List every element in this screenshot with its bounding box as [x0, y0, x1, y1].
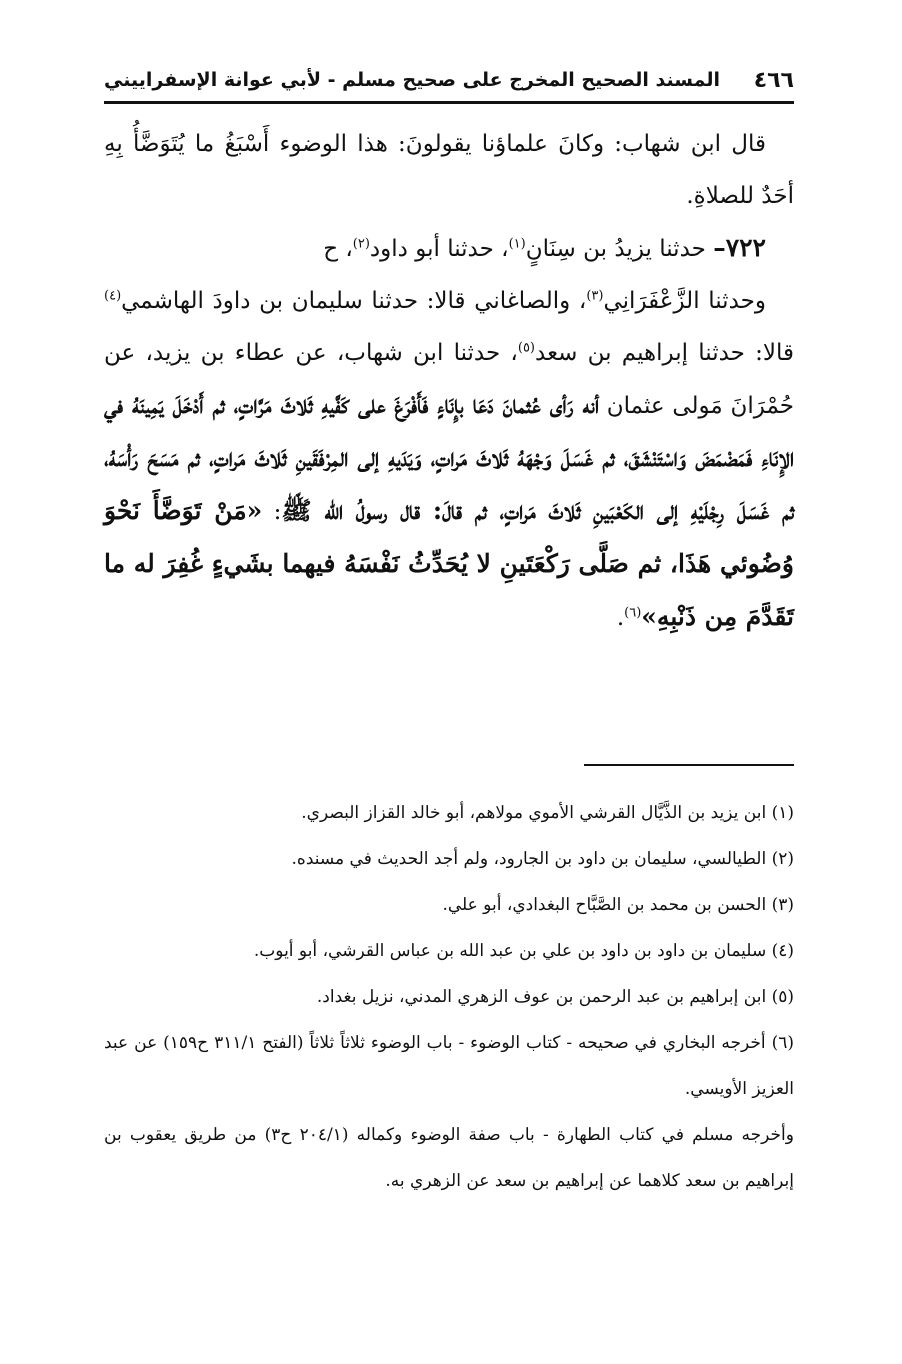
footnote-ref: (٥) [517, 340, 535, 356]
isnad-text: وحدثنا الزَّعْفَرَانِي [603, 288, 766, 314]
punctuation: . [616, 605, 625, 631]
header-rule [104, 101, 794, 104]
paragraph-hadith-isnad [104, 222, 794, 275]
isnad-text: ، حدثنا ابن شهاب، عن عطاء بن يزيد، عن حُمْرَانَ مَولى عثمان [104, 340, 794, 419]
isnad-text: ، ح [323, 236, 353, 262]
footnote-item: (٤) سليمان بن داود بن داود بن علي بن عبد الله بن عباس القرشي، أبو أيوب. [253, 941, 794, 961]
hadith-number: ٧٢٢– [713, 233, 766, 262]
footnote-item: (٢) الطيالسي، سليمان بن داود بن الجارود، ولم أجد الحديث في مسنده. [291, 849, 794, 869]
main-text [104, 118, 794, 644]
footnotes [104, 790, 794, 1204]
footnote-ref: (٣) [586, 288, 604, 304]
paragraph-hadith-text [104, 275, 794, 644]
footnote-item: (٣) الحسن بن محمد بن الصَّبَّاح البغدادي، أبو علي. [442, 895, 794, 915]
footnote-ref: (٢) [352, 236, 370, 252]
footnote-item: (٦) أخرجه البخاري في صحيحه - كتاب الوضوء - باب الوضوء ثلاثاً ثلاثاً (الفتح ٣١١/١ ح١٥٩) عن عبد العزيز الأويسي. [104, 1033, 794, 1099]
isnad-text: حدثنا يزيدُ بن سِنَانٍ [525, 236, 714, 262]
isnad-text: ، والصاغاني قالا: حدثنا سليمان بن داودَ الهاشمي [121, 288, 587, 314]
footnote-separator [584, 764, 794, 766]
footnote-item: (٥) ابن إبراهيم بن عبد الرحمن بن عوف الزهري المدني، نزيل بغداد. [316, 987, 794, 1007]
book-title: المسند الصحيح المخرج على صحيح مسلم - لأبي عوانة الإسفراييني [104, 69, 720, 91]
punctuation: : [262, 499, 282, 525]
paragraph-ibn-shihab: قال ابن شهاب: وكانَ علماؤنا يقولونَ: هذا الوضوء أَسْبَغُ ما يُتَوَضَّأُ بِهِ أحَدٌ للصلاةِ. [104, 131, 794, 209]
prophet-saying: «مَنْ تَوَضَّأَ نَحْوَ وُضُوئي هَذَا، ثم صَلَّى رَكْعَتَينِ لا يُحَدِّثُ نَفْسَهُ فيهما بشَيءٍ غُفِرَ له ما تَقَدَّمَ مِن ذَنْبِهِ» [104, 496, 794, 631]
isnad-text: قالا: حدثنا إبراهيم بن سعد [535, 340, 794, 366]
running-header [104, 60, 794, 100]
page-number: ٤٦٦ [753, 67, 794, 93]
footnote-ref: (٤) [104, 288, 122, 304]
footnote-ref: (٦) [624, 605, 642, 621]
isnad-text: ، حدثنا أبو داود [369, 236, 509, 262]
matn-text: أنه رَأى عُثمانَ دَعَا بإِنَاءٍ فَأَفْرَغَ على كَفَّيهِ ثَلاثَ مَرَّاتٍ، ثم أَدْخَلَ يَمِينَهُ في الإِنَاءِ فَمَضْمَضَ وَاسْتَنْشَقَ، ثم غَسَلَ وَجْهَهُ ثَلاثَ مَراتٍ، وَيَدَيهِ إلى المِرْفَقَينِ ثَلاثَ مَراتٍ، ثم مَسَحَ رَأْسَهُ، ثم غَسَلَ رِجْلَيْهِ إلى الكَعْبَينِ ثَلاثَ مَراتٍ، ثم قالَ: قال رسولُ الله ﷺ [104, 390, 795, 525]
footnote-item: وأخرجه مسلم في كتاب الطهارة - باب صفة الوضوء وكماله (٢٠٤/١ ح٣) من طريق يعقوب بن إبراهيم بن سعد كلاهما عن إبراهيم بن سعد عن الزهري به. [104, 1125, 794, 1191]
footnote-item: (١) ابن يزيد بن الذَّيَّال القرشي الأموي مولاهم، أبو خالد القزاز البصري. [301, 803, 794, 823]
footnote-ref: (١) [508, 236, 526, 252]
